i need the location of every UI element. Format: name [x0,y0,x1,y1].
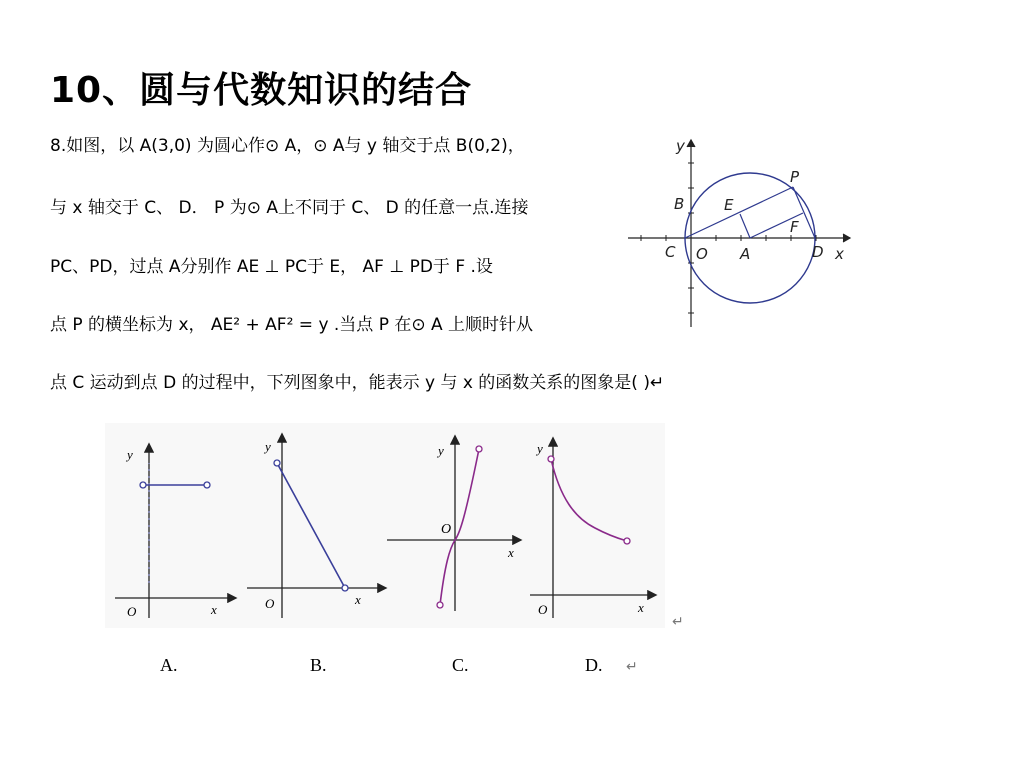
graph-d-x-label: x [638,600,644,615]
label-e: E [724,196,734,214]
graph-b-y-label: y [265,439,271,454]
graph-a-y-label: y [127,447,133,462]
problem-line-1: 8.如图，以 A(3,0) 为圆心作⊙ A，⊙ A与 y 轴交于点 B(0,2)， [50,136,525,156]
graph-b-x-label: x [355,592,361,607]
graph-d-origin: O [538,602,548,617]
label-o: O [696,245,708,263]
circle-figure [628,135,858,330]
graph-a-origin: O [127,604,137,619]
option-label-d: D. [585,655,603,675]
option-panel-bg [105,423,665,628]
graph-b-origin: O [265,596,275,611]
graph-c-x-label: x [508,545,514,560]
option-label-a: A. [160,655,178,675]
return-mark-1: ↵ [672,614,684,630]
graph-c-y-label: y [438,443,444,458]
option-graphs [105,423,665,628]
return-mark-2: ↵ [626,659,638,675]
problem-line-2: 与 x 轴交于 C、 D． P 为⊙ A上不同于 C、 D 的任意一点.连接 [50,198,529,218]
label-b: B [674,195,685,213]
label-f: F [790,218,799,236]
label-y: y [676,137,685,155]
label-c: C [665,243,676,261]
label-d: D [812,243,824,261]
option-label-b: B. [310,655,327,675]
graph-a-x-label: x [211,602,217,617]
problem-line-4: 点 P 的横坐标为 x， AE² + AF² = y .当点 P 在⊙ A 上顺时针从 [50,315,534,335]
graph-c-origin: O [441,522,452,537]
label-p: P [790,168,800,186]
graph-d-y-label: y [537,441,543,456]
label-x: x [835,245,844,263]
page-title: 10、圆与代数知识的结合 [50,70,473,111]
problem-line-5: 点 C 运动到点 D 的过程中，下列图象中，能表示 y 与 x 的函数关系的图象是( )↵ [50,373,665,393]
label-a: A [740,245,751,263]
segment-ae [740,214,750,238]
problem-line-3: PC、PD，过点 A分别作 AE ⊥ PC于 E， AF ⊥ PD于 F .设 [50,257,493,277]
option-label-c: C. [452,655,469,675]
